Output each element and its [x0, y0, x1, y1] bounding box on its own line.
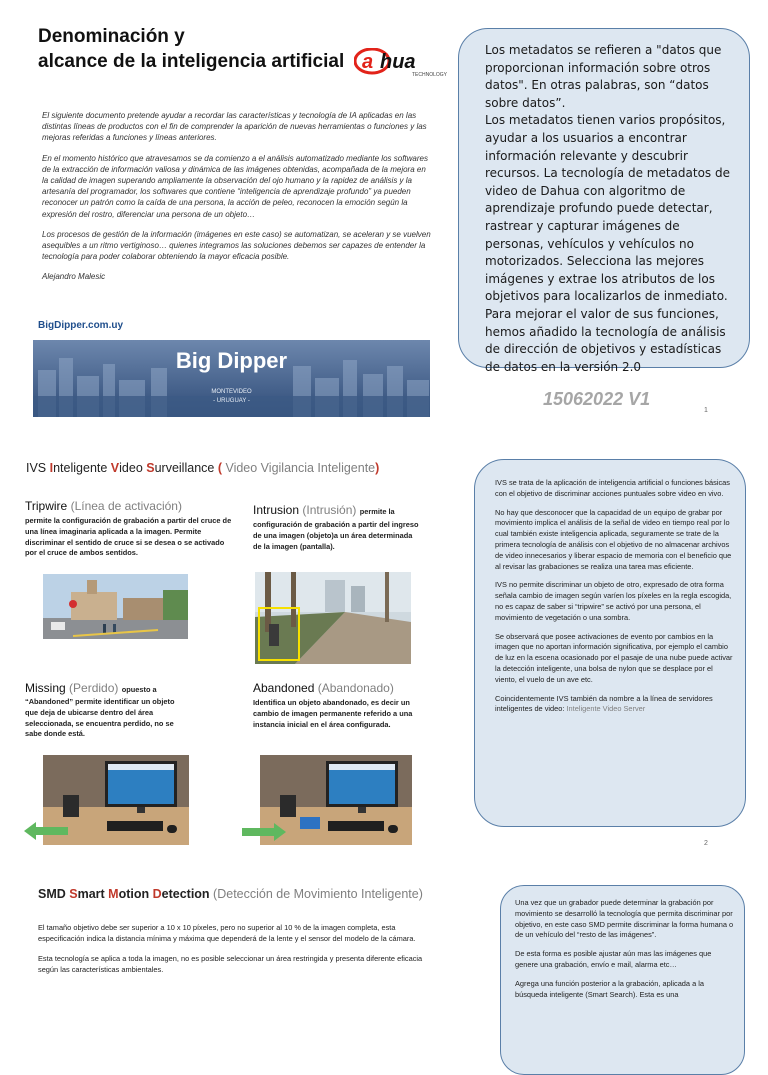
missing-alt: (Perdido) [69, 681, 119, 695]
tripwire-street-photo [43, 574, 188, 639]
banner-city: MONTEVIDEO [211, 389, 252, 395]
bubble-paragraph: Se observará que posee activaciones de evento por cambios en la imagen que no aportan información significativa, por ejemplo el cambio de luz en la escena ocasionado por el pasaje de una nube puede activar la detección inteligente, una bolsa de nylon que se desplace por el viento, el vuelo de un ave etc. [495, 631, 733, 684]
abandoned-alt: (Abandonado) [317, 681, 394, 695]
bubble-paragraph: De esta forma es posible ajustar aún mas las imágenes que genere una grabación, envío e mail, alarma etc… [515, 949, 712, 969]
svg-text:hua: hua [380, 51, 416, 73]
banner-title: Big Dipper [175, 348, 288, 373]
smd-paragraph: El tamaño objetivo debe ser superior a 10 x 10 píxeles, pero no superior al 10 % de la imagen completa, esta especificación indica la distancia mínima y máxima que dependerá de la lente y el sensor del modelo de la cámara. [38, 923, 416, 943]
tripwire-description: permite la configuración de grabación a partir del cruce de una línea imaginaria aplicada a la imagen. Permite discriminar el sentido de cruce si se desea o se activado por el cruce de ambos sentidos. [25, 516, 232, 558]
intro-paragraph: El siguiente documento pretende ayudar a recordar las características y tecnología de IA aplicadas en las distintas líneas de productos con el fin de comprender la aparición de nuevas herramientas o funciones y las mejoras referidas a funciones y líneas anteriores. [42, 111, 427, 143]
title-part: SMD [38, 887, 70, 901]
smd-text [38, 922, 428, 984]
title-line-1: Denominación y [38, 26, 185, 47]
author-signature: Alejandro Malesic [42, 272, 106, 282]
bubble-paragraph: Una vez que un grabador puede determinar la grabación por movimiento se desarrolló la tecnología que permita discriminar por objetivo, en este caso SMD permite discriminar la forma humana o de un vehículo del “resto de las imágenes”. [515, 898, 734, 940]
smd-explanation-bubble [500, 885, 745, 1075]
bubble-paragraph: IVS se trata de la aplicación de inteligencia artificial o funciones básicas con el objetivo de discriminar acciones puntuales sobre video en vivo. [495, 478, 730, 498]
smd-paragraph: Esta tecnología se aplica a toda la imagen, no es posible seleccionar un área restringida y presenta diferente eficacia según las características ambientales. [38, 954, 423, 974]
intro-paragraph: En el momento histórico que atravesamos se da comienzo a el análisis automatizado mediante los softwares de la extracción de información valiosa y dinámica de las imágenes obtenidas, acompañada de la mejora en la calidad de imagen superando ampliamente la observación del ojo humano y la rapidez de análisis y la artesanía del programador, los softwares que contiene “inteligencia de aprendizaje profundo” ya pueden reconocer un patrón como la caída de una persona, la acción de peleo, reconocen la emoción según la expresión del rostro, diferenciar una persona de un objeto… [42, 153, 428, 219]
title-translation: Video Vigilancia Inteligente [225, 461, 376, 475]
title-part: urveillance [154, 461, 218, 475]
website-link[interactable]: BigDipper.com.uy [38, 320, 124, 331]
title-initial: D [152, 887, 162, 901]
page-number: 2 [704, 840, 708, 847]
missing-description: “Abandoned” permite identificar un objeto que deja de ubicarse dentro del área seleccionada, se encuentra perdido, no se sabe donde está. [25, 697, 175, 739]
tripwire-heading [25, 499, 182, 513]
logo-tagline: TECHNOLOGY [412, 72, 448, 78]
title-initial: I [49, 461, 54, 475]
title-part: IVS [26, 461, 50, 475]
missing-name: Missing [25, 681, 66, 695]
title-translation: (Detección de Movimiento Inteligente) [213, 887, 423, 901]
abandoned-description: Identifica un objeto abandonado, es decir un cambio de imagen permanente referido a una instancia inicial en el área configurada. [253, 698, 413, 729]
bubble-paragraph-last [495, 694, 733, 716]
intro-paragraph: Los procesos de gestión de la información (imágenes en este caso) se automatizan, se aceleran y se vuelven asequibles a un ritmo vertiginoso… quienes integramos las soluciones debemos ser capazes de entender la tecnología para poder colaborar obteniendo la mayor eficacia posible. [42, 229, 431, 262]
big-dipper-banner [33, 340, 430, 417]
title-part: mart [77, 887, 109, 901]
page-number: 1 [704, 407, 708, 414]
intrusion-park-photo [255, 572, 411, 664]
banner-location [33, 388, 430, 406]
dahua-logo [354, 48, 448, 78]
intrusion-lead: permite la [359, 507, 395, 516]
title-paren: ) [375, 461, 380, 475]
arrow-left-icon [24, 822, 68, 840]
title-part: etection [161, 887, 214, 901]
title-initial: M [108, 887, 119, 901]
version-stamp: 15062022 V1 [543, 389, 651, 409]
missing-lead: opuesto a [121, 685, 157, 694]
metadata-bubble [458, 28, 750, 374]
title-initial: S [146, 461, 155, 475]
title-part: otion [118, 887, 153, 901]
intrusion-name: Intrusion [253, 503, 300, 517]
title-line-2: alcance de la inteligencia artificial [38, 51, 345, 72]
tripwire-name: Tripwire [25, 499, 68, 513]
svg-text:a: a [362, 51, 374, 73]
bubble-paragraph: No hay que desconocer que la capacidad de un equipo de grabar por movimiento implica el análisis de la señal de video en tiempo real por lo cual también existe inteligencia aplicada, seguramente se trate de la primera tecnología de análisis con el objetivo de no almacenar archivos de video innecesarios y liberar espacio de memoria con el beneficio que al revisar las grabaciones se realiza una tarea mas eficiente. [495, 507, 732, 571]
title-initial: S [69, 887, 78, 901]
arrow-right-icon [242, 823, 286, 841]
intrusion-description: configuración de grabación a partir del ingreso de una imagen (objeto)a un área determinada de la imagen (pantalla). [253, 520, 419, 551]
abandoned-name: Abandoned [253, 681, 315, 695]
server-line-name: Inteligente Video Server [566, 704, 646, 714]
title-part: nteligente [53, 461, 111, 475]
intrusion-heading [253, 503, 395, 518]
intro-text [42, 110, 432, 292]
title-initial: V [110, 461, 120, 475]
document-title [38, 24, 344, 74]
metadata-bubble-text: Los metadatos se refieren a "datos que proporcionan información sobre otros datos". En otras palabras, son “datos sobre datos”. Los metadatos tienen varios propósitos, ayudar a los usuarios a encontrar información relevante y descubrir recursos. La tecnología de metadatos de video de Dahua con algoritmo de aprendizaje profundo puede detectar, rastrear y capturar imágenes de personas, vehículos y vehículos no motorizados. Selecciona las mejores imágenes y extrae los atributos de los objetivos para localizarlos de inmediato. Para mejorar el valor de sus funciones, hemos añadido la tecnología de análisis de dirección de objetivos y estadísticas de datos en la versión 2.0 [485, 43, 730, 374]
bubble-last-lead: Coincidentemente IVS también da nombre a la línea de servidores inteligentes de video: [495, 693, 713, 714]
smd-section-title [38, 887, 423, 901]
abandoned-heading [253, 681, 394, 695]
bubble-paragraph: Agrega una función posterior a la grabación, aplicada a la búsqueda inteligente (Smart Search). Esta es una [515, 978, 704, 999]
bubble-paragraph: IVS no permite discriminar un objeto de otro, expresado de otra forma señala cambio de imagen según varíen los píxeles en la regla escogida, no es capaz de saber si “tripwire” se activó por una persona, el movimiento de vegetación o una sombra. [495, 580, 732, 622]
missing-heading [25, 681, 157, 696]
title-part: ideo [119, 461, 147, 475]
ivs-explanation-bubble [474, 459, 746, 827]
banner-country: - URUGUAY - [213, 398, 250, 404]
ivs-section-title [26, 461, 379, 475]
title-paren: ( [217, 461, 226, 475]
intrusion-alt: (Intrusión) [302, 503, 357, 517]
tripwire-alt: (Línea de activación) [70, 499, 182, 513]
